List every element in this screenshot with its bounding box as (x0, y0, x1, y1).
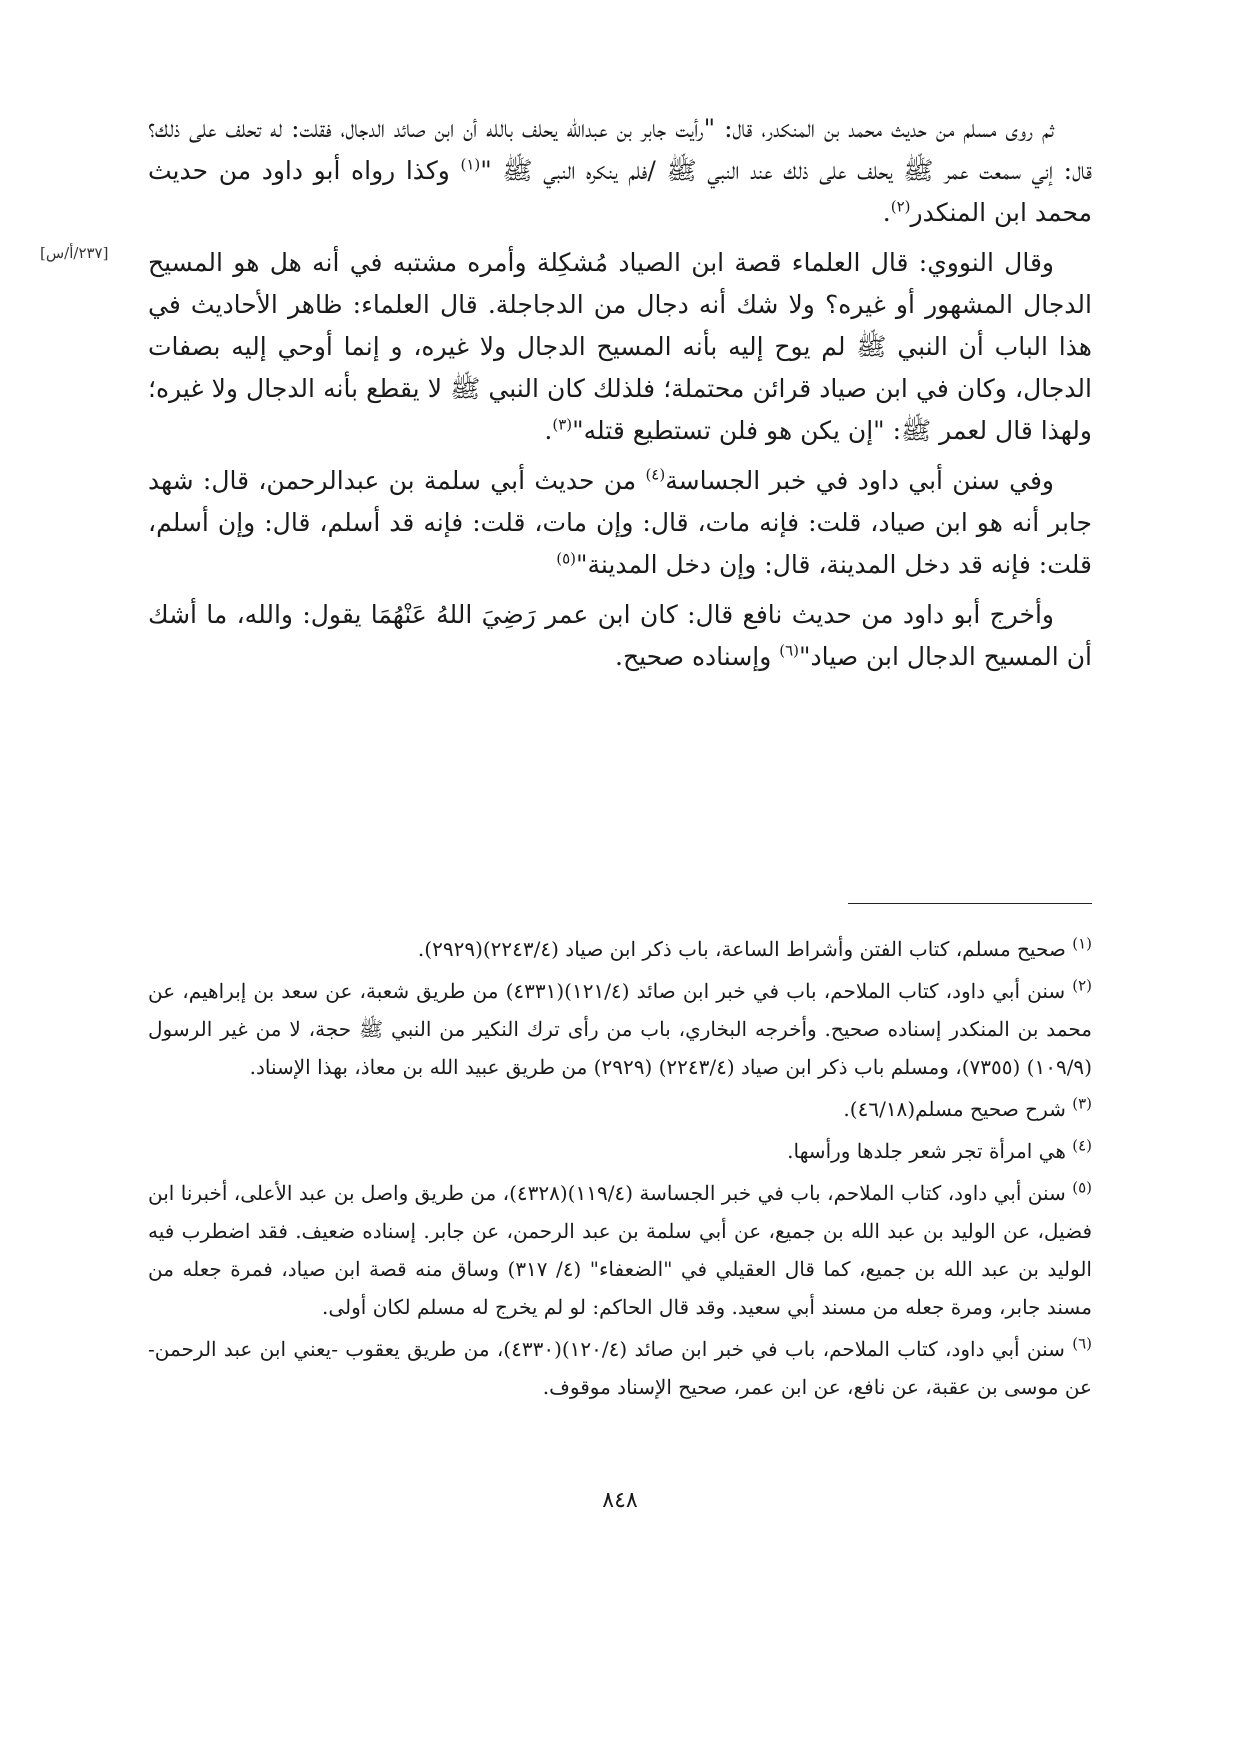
footnote-1: $^{(١)}$ صحيح مسلم، كتاب الفتن وأشراط الساعة، باب ذكر ابن صياد (٢٢٤٣/٤)(٢٩٢٩). (417, 934, 1092, 961)
paragraph-1: ثم روى مسلم من حديث محمد بن المنكدر، قال: "رأيت جابر بن عبدالله يحلف بالله أن ابن صائد الدجال، فقلت: له تحلف على ذلك؟ قال: إني سمعت عمر ﷺ يحلف على ذلك عند النبي ﷺ /فلم ينكره النبي ﷺ "$^{(١)}$ وكذا رواه أبو داود من حديث محمد ابن المنكدر$^{(٢)}$. (148, 114, 1092, 227)
footnote-ref-4: (٤) (645, 465, 666, 484)
footnotes (148, 930, 1092, 1410)
paragraph-2: وقال النووي: قال العلماء قصة ابن الصياد مُشكِلة وأمره مشتبه في أنه هل هو المسيح الدجال المشهور أو غيره؟ ولا شك أنه دجال من الدجاجلة. قال العلماء: ظاهر الأحاديث في هذا الباب أن النبي ﷺ لم يوح إليه بأنه المسيح الدجال ولا غيره، و إنما أوحي إليه بصفات الدجال، وكان في ابن صياد قرائن محتملة؛ فلذلك كان النبي ﷺ لا يقطع بأنه الدجال ولا غيره؛ ولهذا قال لعمر ﷺ: "إن يكن هو فلن تستطيع قتله"$^{(٣)}$. (148, 248, 1092, 445)
footnote-ref-1: (١) (460, 155, 481, 174)
main-text (148, 108, 1092, 686)
footnote-separator (848, 903, 1092, 904)
footnote-6: $^{(٦)}$ سنن أبي داود، كتاب الملاحم، باب في خبر ابن صائد (١٢٠/٤)(٤٣٣٠)، من طريق يعقوب -يعني ابن عبد الرحمن- عن موسى بن عقبة، عن نافع، عن ابن عمر، صحيح الإسناد موقوف. (148, 1334, 1092, 1399)
footnote-ref-2: (٢) (890, 197, 911, 216)
paragraph-3: وفي سنن أبي داود في خبر الجساسة$^{(٤)}$ من حديث أبي سلمة بن عبدالرحمن، قال: شهد جابر أنه هو ابن صياد، قلت: فإنه مات، قال: وإن مات، قلت: فإنه قد أسلم، قال: وإن أسلم، قلت: فإنه قد دخل المدينة، قال: وإن دخل المدينة"$^{(٥)}$ (148, 465, 1092, 579)
page-number: ٨٤٨ (602, 1488, 638, 1513)
footnote-ref-5: (٥) (556, 549, 576, 568)
footnote-2: $^{(٢)}$ سنن أبي داود، كتاب الملاحم، باب في خبر ابن صائد (١٢١/٤)(٤٣٣١) من طريق شعبة، عن سعد بن إبراهيم، عن محمد بن المنكدر إسناده صحيح. وأخرجه البخاري، باب من رأى ترك النكير من النبي ﷺ حجة، لا من غير الرسول (١٠٩/٩) (٧٣٥٥)، ومسلم باب ذكر ابن صياد (٢٢٤٣/٤) (٢٩٢٩) من طريق عبيد الله بن معاذ، بهذا الإسناد. (148, 976, 1092, 1079)
footnote-ref-3: (٣) (552, 415, 573, 434)
footnote-3: $^{(٣)}$ شرح صحيح مسلم(٤٦/١٨). (843, 1094, 1092, 1121)
margin-reference-note: [٢٣٧/أ/س] (40, 244, 109, 262)
footnote-5: $^{(٥)}$ سنن أبي داود، كتاب الملاحم، باب في خبر الجساسة (١١٩/٤)(٤٣٢٨)، من طريق واصل بن عبد الأعلى، أخبرنا ابن فضيل، عن الوليد بن عبد الله بن جميع، عن أبي سلمة بن عبد الرحمن، عن جابر. إسناده ضعيف. فقد اضطرب فيه الوليد بن عبد الله بن جميع، كما قال العقيلي في "الضعفاء" (٤/ ٣١٧) وساق منه قصة ابن صياد، فمرة جعله من مسند جابر، ومرة جعله من مسند أبي سعيد. وقد قال الحاكم: لو لم يخرج له مسلم لكان أولى. (148, 1178, 1093, 1319)
paragraph-4: وأخرج أبو داود من حديث نافع قال: كان ابن عمر رَضِيَ اللهُ عَنْهُمَا يقول: والله، ما أشك أن المسيح الدجال ابن صياد"$^{(٦)}$ وإسناده صحيح. (148, 600, 1092, 671)
footnote-4: $^{(٤)}$ هي امرأة تجر شعر جلدها ورأسها. (787, 1136, 1092, 1163)
footnote-ref-6: (٦) (779, 641, 800, 660)
